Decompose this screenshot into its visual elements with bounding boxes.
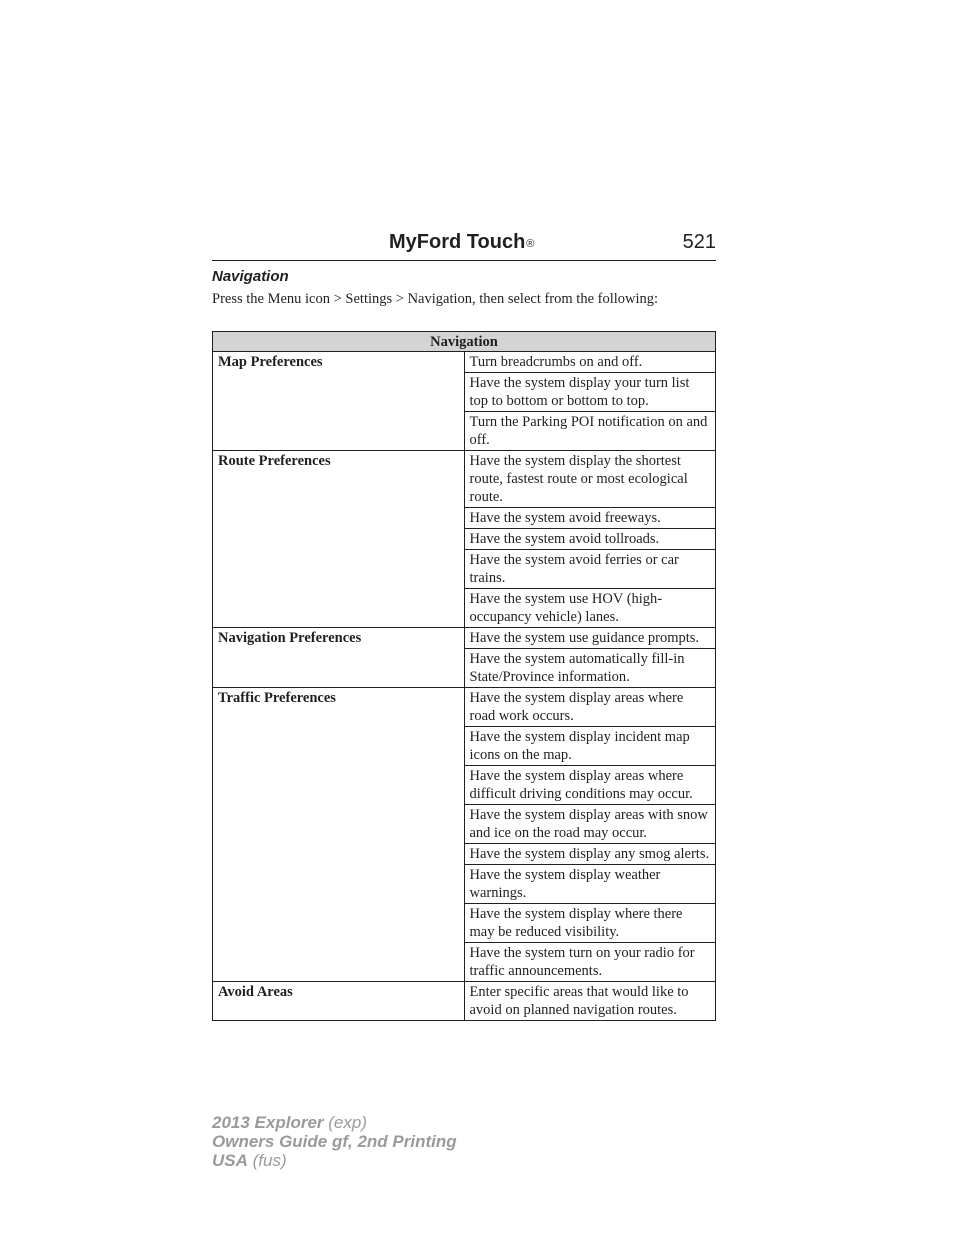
- page-title: [389, 228, 534, 256]
- category-cell: Traffic Preferences: [213, 688, 465, 982]
- description-cell: Have the system display your turn list top to bottom or bottom to top.: [464, 373, 716, 412]
- description-cell: Turn the Parking POI notification on and off.: [464, 412, 716, 451]
- description-cell: Have the system turn on your radio for traffic announcements.: [464, 943, 716, 982]
- intro-paragraph: Press the Menu icon > Settings > Navigation, then select from the following:: [212, 291, 659, 307]
- footer-line-3: [212, 1151, 457, 1170]
- footer-line-2: [212, 1132, 457, 1151]
- page-number: 521: [682, 231, 716, 253]
- description-cell: Have the system display areas where difficult driving conditions may occur.: [464, 766, 716, 805]
- description-cell: Have the system avoid tollroads.: [464, 529, 716, 550]
- description-cell: Have the system avoid ferries or car trains.: [464, 550, 716, 589]
- description-cell: Have the system display the shortest route, fastest route or most ecological route.: [464, 451, 716, 508]
- table-row: [213, 352, 716, 373]
- page-title-text: MyFord Touch: [389, 231, 526, 253]
- description-cell: Have the system display weather warnings.: [464, 865, 716, 904]
- category-cell: Avoid Areas: [213, 982, 465, 1021]
- table-row: [213, 688, 716, 727]
- table-row: [213, 451, 716, 508]
- table-row: [213, 982, 716, 1021]
- description-cell: Turn breadcrumbs on and off.: [464, 352, 716, 373]
- page-footer: [212, 1113, 457, 1170]
- footer-model-code: (exp): [328, 1113, 367, 1132]
- table-row: [213, 628, 716, 649]
- table-body: [213, 352, 716, 1021]
- description-cell: Have the system display any smog alerts.: [464, 844, 716, 865]
- footer-guide: Owners Guide gf, 2nd Printing: [212, 1132, 457, 1151]
- description-cell: Have the system display incident map icons on the map.: [464, 727, 716, 766]
- description-cell: Have the system use HOV (high-occupancy vehicle) lanes.: [464, 589, 716, 628]
- description-cell: Have the system display where there may be reduced visibility.: [464, 904, 716, 943]
- description-cell: Enter specific areas that would like to avoid on planned navigation routes.: [464, 982, 716, 1021]
- page-header: [212, 228, 716, 261]
- category-cell: Navigation Preferences: [213, 628, 465, 688]
- description-cell: Have the system automatically fill-in State/Province information.: [464, 649, 716, 688]
- footer-line-1: [212, 1113, 457, 1132]
- navigation-settings-table: [212, 331, 716, 1021]
- description-cell: Have the system use guidance prompts.: [464, 628, 716, 649]
- category-cell: Map Preferences: [213, 352, 465, 451]
- registered-mark: ®: [526, 238, 535, 250]
- footer-market: USA: [212, 1151, 248, 1170]
- table-title: Navigation: [213, 332, 716, 352]
- description-cell: Have the system avoid freeways.: [464, 508, 716, 529]
- description-cell: Have the system display areas where road work occurs.: [464, 688, 716, 727]
- table-header-row: [213, 332, 716, 352]
- footer-model: 2013 Explorer: [212, 1113, 324, 1132]
- section-heading: Navigation: [212, 268, 289, 285]
- footer-market-code: (fus): [252, 1151, 287, 1170]
- description-cell: Have the system display areas with snow and ice on the road may occur.: [464, 805, 716, 844]
- category-cell: Route Preferences: [213, 451, 465, 628]
